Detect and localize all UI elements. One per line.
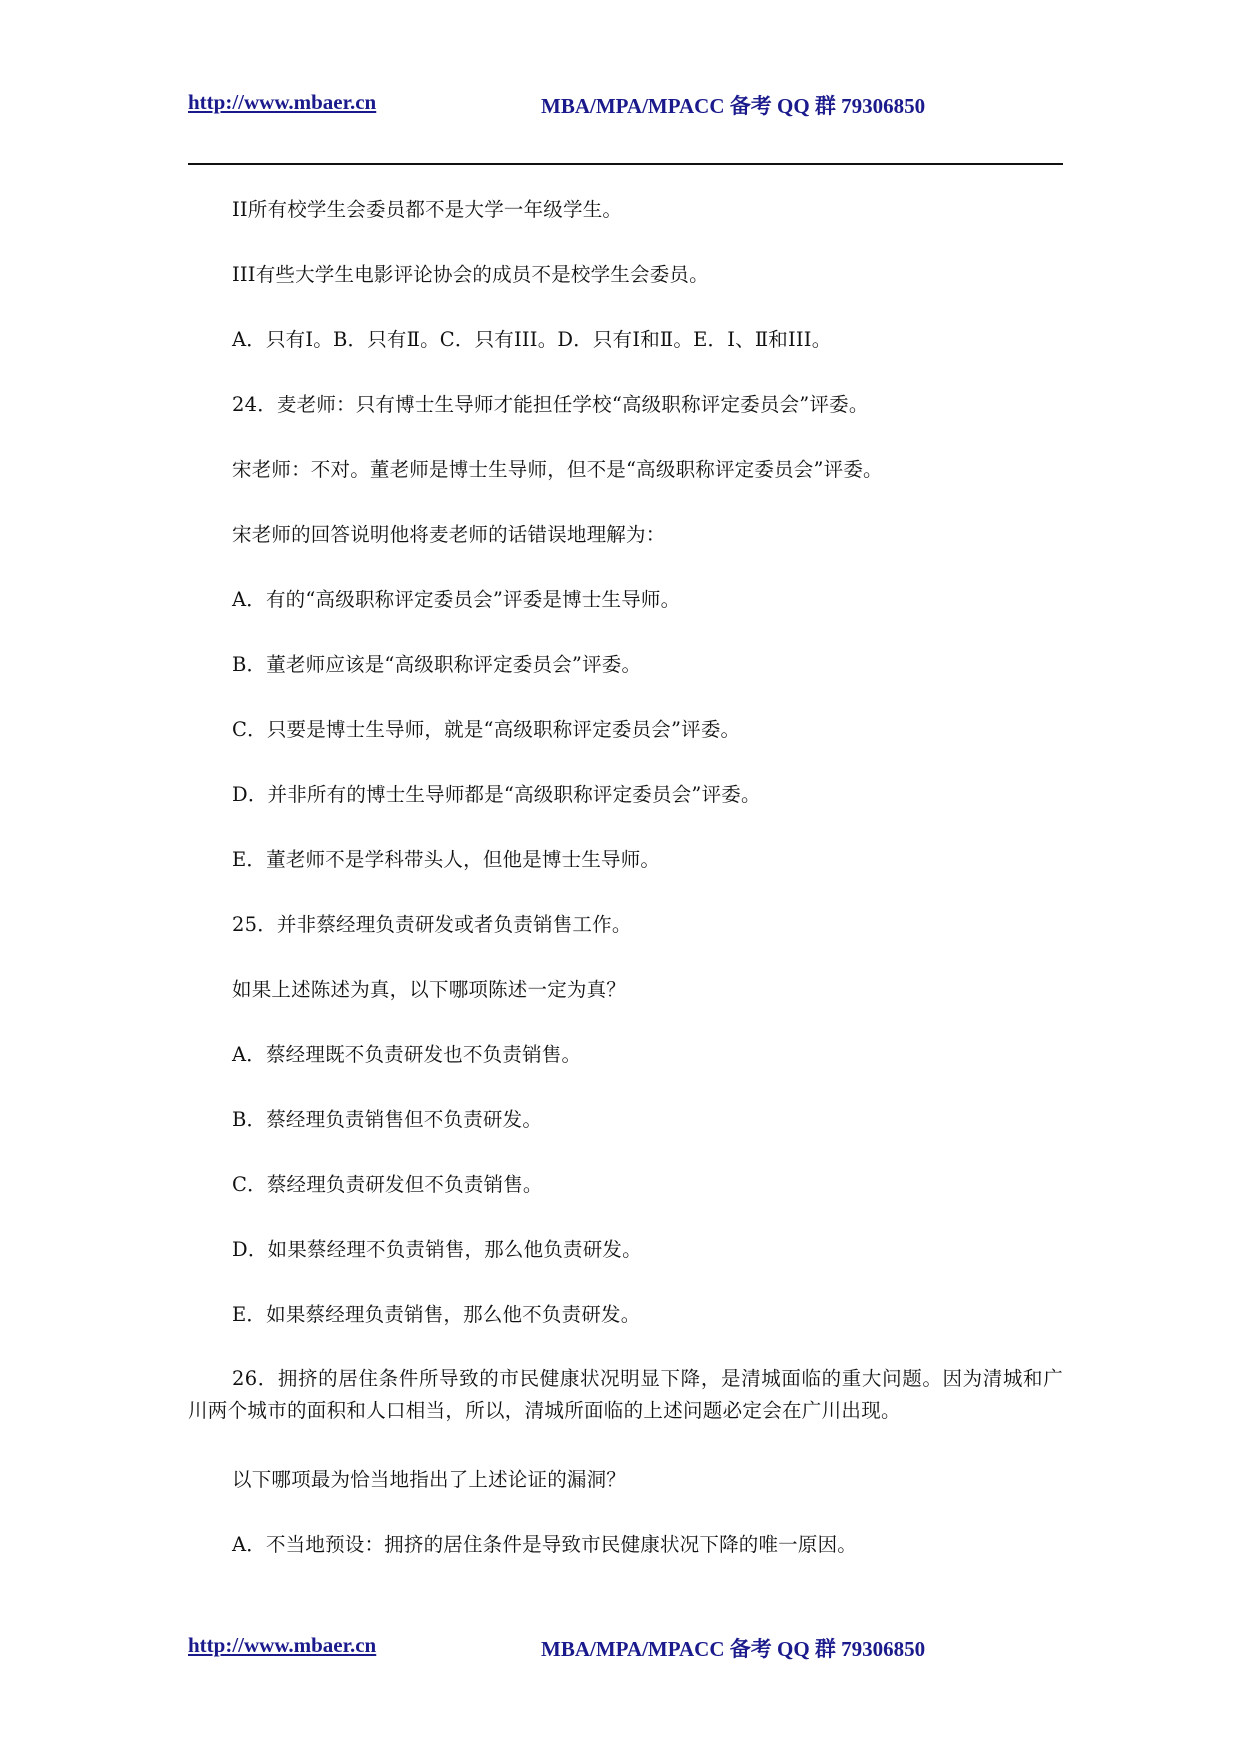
q24-option-d: D．并非所有的博士生导师都是“高级职称评定委员会”评委。 — [232, 783, 761, 806]
footer-site-link[interactable]: http://www.mbaer.cn — [188, 1633, 377, 1657]
header-qq-group: MBA/MPA/MPACC 备考 QQ 群 79306850 — [541, 94, 926, 118]
q25-stem: 25．并非蔡经理负责研发或者负责销售工作。 — [232, 913, 632, 936]
q26-stem: 26．拥挤的居住条件所导致的市民健康状况明显下降，是清城面临的重大问题。因为清城和广川两个城市的面积和人口相当，所以，清城所面临的上述问题必定会在广川出现。 — [188, 1367, 1063, 1422]
q25-option-d: D．如果蔡经理不负责销售，那么他负责研发。 — [232, 1238, 642, 1261]
q25-option-a: A．蔡经理既不负责研发也不负责销售。 — [232, 1043, 582, 1066]
page-header — [188, 90, 1058, 120]
q24-stem: 24．麦老师：只有博士生导师才能担任学校“高级职称评定委员会”评委。 — [232, 393, 869, 416]
q24-option-e: E．董老师不是学科带头人，但他是博士生导师。 — [232, 848, 661, 871]
q23-options: A．只有Ⅰ。B．只有Ⅱ。C．只有III。D．只有Ⅰ和Ⅱ。E．Ⅰ、Ⅱ和III。 — [232, 328, 832, 351]
header-site-link[interactable]: http://www.mbaer.cn — [188, 90, 377, 114]
q26-question: 以下哪项最为恰当地指出了上述论证的漏洞？ — [232, 1468, 627, 1491]
statement-ii: II所有校学生会委员都不是大学一年级学生。 — [232, 198, 623, 221]
q25-option-c: C．蔡经理负责研发但不负责销售。 — [232, 1173, 543, 1196]
q26-option-a: A．不当地预设：拥挤的居住条件是导致市民健康状况下降的唯一原因。 — [232, 1533, 857, 1556]
q24-reply: 宋老师：不对。董老师是博士生导师，但不是“高级职称评定委员会”评委。 — [232, 458, 883, 481]
header-divider — [188, 163, 1063, 165]
q25-option-e: E．如果蔡经理负责销售，那么他不负责研发。 — [232, 1303, 641, 1326]
q24-option-b: B．董老师应该是“高级职称评定委员会”评委。 — [232, 653, 642, 676]
page-footer — [188, 1633, 1058, 1663]
q24-option-a: A．有的“高级职称评定委员会”评委是博士生导师。 — [232, 588, 681, 611]
footer-qq-group: MBA/MPA/MPACC 备考 QQ 群 79306850 — [541, 1637, 926, 1661]
q25-option-b: B．蔡经理负责销售但不负责研发。 — [232, 1108, 543, 1131]
q24-option-c: C．只要是博士生导师，就是“高级职称评定委员会”评委。 — [232, 718, 741, 741]
statement-iii: III有些大学生电影评论协会的成员不是校学生会委员。 — [232, 263, 709, 286]
q25-question: 如果上述陈述为真，以下哪项陈述一定为真？ — [232, 978, 627, 1001]
q24-question: 宋老师的回答说明他将麦老师的话错误地理解为： — [232, 523, 666, 546]
